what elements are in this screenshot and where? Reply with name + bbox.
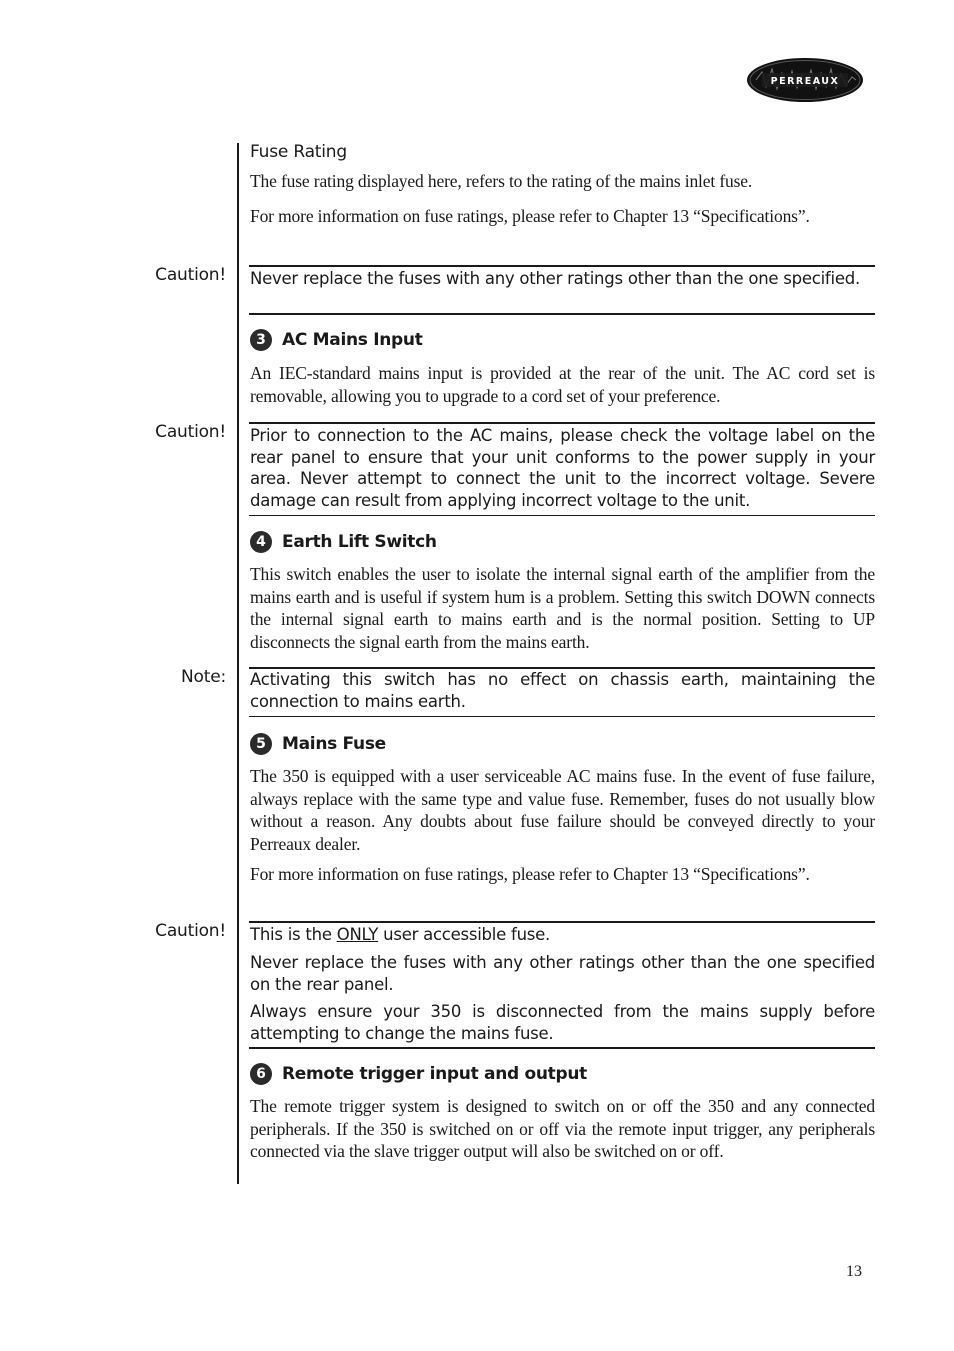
caution-text: Prior to connection to the AC mains, please check the voltage label on the rear panel to ensure that your unit conforms to the power supply in your area. Never attempt to connect the unit to the incorrect voltage. Severe damage can result from applying incorrect voltage to the unit. xyxy=(250,426,875,510)
earth-lift-paragraph: This switch enables the user to isolate the internal signal earth of the amplifier from the mains earth and is useful if system hum is a problem. Setting this switch DOWN connects the internal signal earth to mains earth and is the normal position. Setting to UP disconnects the signal earth from the mains earth. xyxy=(250,564,875,652)
heading-title: Mains Fuse xyxy=(282,734,386,754)
number-badge: 3 xyxy=(250,329,272,351)
caution-text-post: user accessible fuse. xyxy=(378,925,551,944)
caution-text: Never replace the fuses with any other ratings other than the one specified on the rear panel. xyxy=(250,953,875,994)
logo-text: PERREAUX xyxy=(770,76,840,87)
number-badge: 4 xyxy=(250,531,272,553)
page-number: 13 xyxy=(846,1263,862,1280)
caution-text: Always ensure your 350 is disconnected from the mains supply before attempting to change the mains fuse. xyxy=(250,1002,875,1043)
note-label: Note: xyxy=(181,667,226,687)
caution-text-pre: This is the xyxy=(250,925,337,944)
divider xyxy=(249,921,875,923)
caution-emphasis: ONLY xyxy=(336,925,379,944)
caution-label: Caution! xyxy=(155,921,226,941)
number-badge: 5 xyxy=(250,733,272,755)
fuse-rating-paragraph-2: For more information on fuse ratings, please refer to Chapter 13 “Specifications”. xyxy=(250,206,810,226)
divider xyxy=(249,515,875,516)
remote-trigger-paragraph: The remote trigger system is designed to switch on or off the 350 and any connected peripherals. If the 350 is switched on or off via the remote input trigger, any peripherals connected via the slave trigger output will also be switched on or off. xyxy=(250,1096,875,1161)
perreaux-logo xyxy=(746,57,864,103)
heading-title: AC Mains Input xyxy=(282,330,423,350)
section-heading-ac-mains xyxy=(250,329,423,351)
heading-title: Earth Lift Switch xyxy=(282,532,437,552)
caution-label: Caution! xyxy=(155,265,226,285)
mains-fuse-paragraph-1: The 350 is equipped with a user serviceable AC mains fuse. In the event of fuse failure, always replace with the same type and value fuse. Remember, fuses do not usually blow without a reason. Any doubts about fuse failure should be conveyed directly to your Perreaux dealer. xyxy=(250,766,875,854)
caution-text: Never replace the fuses with any other ratings other than the one specified. xyxy=(250,269,860,288)
heading-title: Remote trigger input and output xyxy=(282,1064,588,1084)
fuse-rating-subtitle: Fuse Rating xyxy=(250,142,347,162)
divider xyxy=(249,1047,875,1049)
fuse-rating-paragraph-1: The fuse rating displayed here, refers to the rating of the mains inlet fuse. xyxy=(250,171,753,191)
section-heading-earth-lift xyxy=(250,531,437,553)
ac-mains-paragraph: An IEC-standard mains input is provided at the rear of the unit. The AC cord set is removable, allowing you to upgrade to a cord set of your preference. xyxy=(250,363,875,406)
section-heading-remote-trigger xyxy=(250,1063,587,1085)
note-text: Activating this switch has no effect on chassis earth, maintaining the connection to mains earth. xyxy=(250,670,875,711)
caution-label: Caution! xyxy=(155,422,226,442)
divider xyxy=(249,265,875,267)
margin-rule xyxy=(237,143,239,1184)
divider xyxy=(249,313,875,315)
section-heading-mains-fuse xyxy=(250,733,386,755)
divider xyxy=(249,716,875,717)
caution-only-fuse-line xyxy=(250,924,875,946)
divider xyxy=(249,422,875,424)
number-badge: 6 xyxy=(250,1063,272,1085)
mains-fuse-paragraph-2: For more information on fuse ratings, please refer to Chapter 13 “Specifications”. xyxy=(250,864,810,884)
